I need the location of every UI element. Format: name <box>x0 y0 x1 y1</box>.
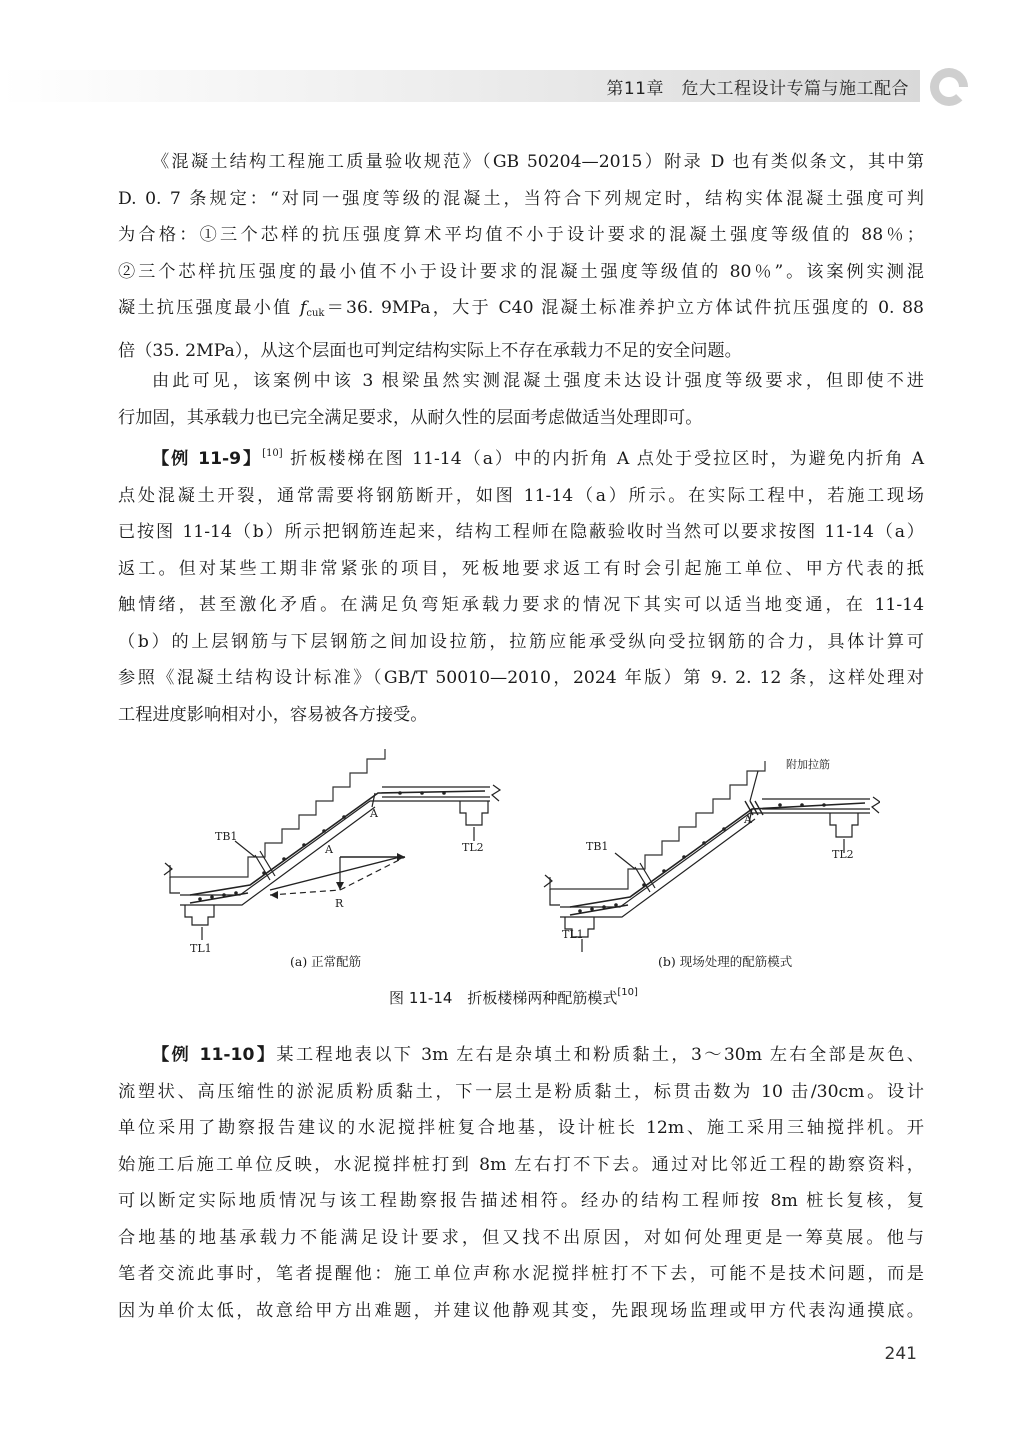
label-force-r: R <box>335 897 344 910</box>
text-line: 《混凝土结构工程施工质量验收规范》（GB 50204—2015）附录 D 也有类似条文，其中第 <box>152 152 924 172</box>
text-line: 单位采用了勘察报告建议的水泥搅拌桩复合地基，设计桩长 12m、施工采用三轴搅拌机。开 <box>118 1118 924 1138</box>
text-line: 返工。但对某些工期非常紧张的项目，死板地要求返工有时会引起施工单位、甲方代表的抵 <box>118 558 924 579</box>
paragraph-2 <box>118 363 924 436</box>
label-extra-tie: 附加拉筋 <box>786 758 830 771</box>
text-line: 可以断定实际地质情况与该工程勘察报告描述相符。经办的结构工程师按 8m 桩长复核，复 <box>118 1191 924 1211</box>
example-11-9 <box>118 436 924 733</box>
text-line <box>118 436 924 478</box>
figure-caption <box>0 987 1027 1008</box>
text-line: ②三个芯样抗压强度的最小值不小于设计要求的混凝土强度等级值的 80％”。该案例实测混 <box>118 261 924 282</box>
text-line: 始施工后施工单位反映，水泥搅拌桩打到 8m 左右打不下去。通过对比邻近工程的勘察资料， <box>118 1154 924 1175</box>
label-tb1-b: TB1 <box>586 840 609 853</box>
reference-mark: [10] <box>617 987 638 998</box>
text-line: 行加固，其承载力也已完全满足要求，从耐久性的层面考虑做适当处理即可。 <box>118 407 703 428</box>
label-point-a: A <box>370 807 378 820</box>
text-line-formula <box>118 290 924 333</box>
text-line: 已按图 11-14（b）所示把钢筋连起来，结构工程师在隐蔽验收时当然可以要求按图 11-14（a） <box>118 522 924 542</box>
label-point-a-b: A <box>744 813 752 826</box>
label-tl1-b: TL1 <box>562 928 584 941</box>
text-line <box>118 1037 924 1074</box>
label-tb1: TB1 <box>215 830 238 843</box>
chapter-emblem-icon <box>928 66 970 108</box>
text-segment: 折板楼梯在图 11-14（a）中的内折角 A 点处于受拉区时，为避免内折角 A <box>290 449 925 469</box>
example-label: 【例 11-10】 <box>152 1045 277 1065</box>
subcaption-b: (b) 现场处理的配筋模式 <box>658 954 793 969</box>
paragraph-1 <box>118 144 924 369</box>
text-line: 由此可见，该案例中该 3 根梁虽然实测混凝土强度未达设计强度等级要求，但即使不进 <box>152 371 924 391</box>
text-line: 参照《混凝土结构设计标准》（GB/T 50010—2010，2024 年版）第 9. 2. 12 条，这样处理对 <box>118 668 924 688</box>
chapter-title: 第11章 危大工程设计专篇与施工配合 <box>606 79 909 99</box>
symbol-subscript: cuk <box>306 308 325 319</box>
text-segment: 某工程地表以下 3m 左右是杂填土和粉质黏土，3～30m 左右全部是灰色、 <box>276 1045 924 1065</box>
symbol-f: f <box>299 298 307 318</box>
text-line: 流塑状、高压缩性的淤泥质粉质黏土，下一层土是粉质黏土，标贯击数为 10 击/30cm。设计 <box>118 1081 924 1102</box>
stair-diagram-b <box>544 761 880 952</box>
caption-text: 图 11-14 折板楼梯两种配筋模式 <box>389 989 618 1007</box>
text-line: 笔者交流此事时，笔者提醒他：施工单位声称水泥搅拌桩打不下去，可能不是技术问题，而是 <box>118 1264 924 1284</box>
example-label: 【例 11-9】 <box>152 449 263 469</box>
text-segment: ＝36. 9MPa，大于 C40 混凝土标准养护立方体试件抗压强度的 0. 88 <box>324 298 924 318</box>
label-force-a: A <box>325 843 333 856</box>
text-line: 触情绪，甚至激化矛盾。在满足负弯矩承载力要求的情况下其实可以适当地变通，在 11-14 <box>118 595 924 615</box>
text-line: 为合格：①三个芯样的抗压强度算术平均值不小于设计要求的混凝土强度等级值的 88％； <box>118 225 924 245</box>
text-line: 点处混凝土开裂，通常需要将钢筋断开，如图 11-14（a）所示。在实际工程中，若施工现场 <box>118 485 924 506</box>
reference-mark: [10] <box>262 448 283 459</box>
label-tl2: TL2 <box>462 841 484 854</box>
text-line: （b）的上层钢筋与下层钢筋之间加设拉筋，拉筋应能承受纵向受拉钢筋的合力，具体计算可 <box>118 631 924 652</box>
page-number: 241 <box>884 1344 917 1364</box>
text-line: D. 0. 7 条规定：“对同一强度等级的混凝土，当符合下列规定时，结构实体混凝土强度可判 <box>118 188 924 209</box>
label-tl2-b: TL2 <box>832 848 854 861</box>
text-line: 工程进度影响相对小，容易被各方接受。 <box>118 704 428 725</box>
text-line: 因为单价太低，故意给甲方出难题，并建议他静观其变，先跟现场监理或甲方代表沟通摸底。 <box>118 1300 924 1321</box>
text-line: 合地基的地基承载力不能满足设计要求，但又找不出原因，对如何处理更是一筹莫展。他与 <box>118 1227 924 1248</box>
subcaption-a: (a) 正常配筋 <box>290 954 362 969</box>
text-segment: 凝土抗压强度最小值 <box>118 298 300 318</box>
text-line: 倍（35. 2MPa），从这个层面也可判定结构实际上不存在承载力不足的安全问题。 <box>118 340 742 361</box>
example-11-10 <box>118 1037 924 1329</box>
label-tl1: TL1 <box>190 942 212 955</box>
